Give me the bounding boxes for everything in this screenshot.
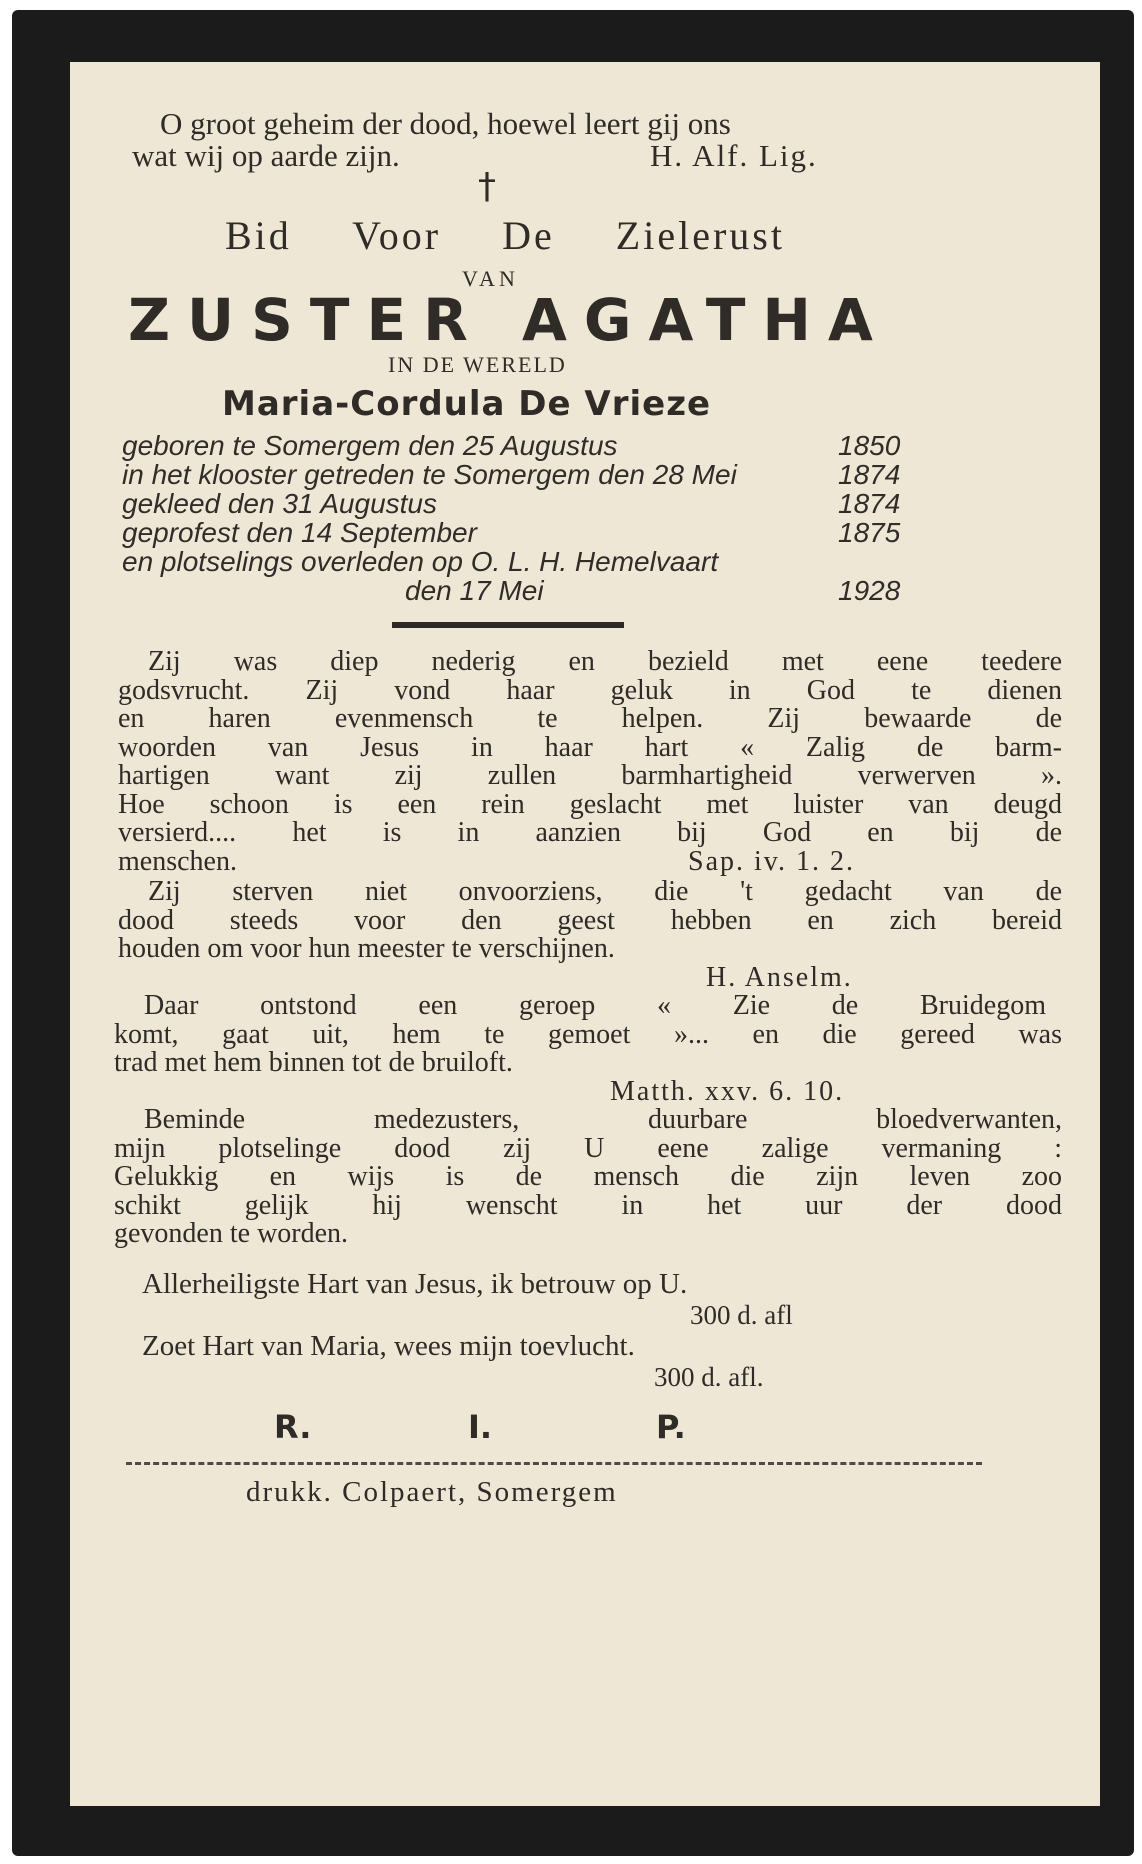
- rip-p: P.: [656, 1408, 686, 1446]
- p3-line: komt, gaat uit, hem te gemoet »... en die gereed was: [114, 1018, 1062, 1050]
- indulgence-1: 300 d. afl: [690, 1300, 793, 1330]
- p1-line: en haren evenmensch te helpen. Zij bewaarde de: [118, 703, 1062, 734]
- p1-line: godsvrucht. Zij vond haar geluk in God te dienen: [118, 674, 1062, 706]
- quote-attribution: H. Alf. Lig.: [650, 138, 818, 173]
- heading-word-2: Voor: [352, 213, 442, 258]
- p4-line: gevonden te worden.: [114, 1218, 349, 1249]
- bio-clothed: gekleed den 31 Augustus: [122, 488, 437, 519]
- memorial-card-border: [12, 10, 1134, 1856]
- p4-line: mijn plotselinge dood zij U eene zalige vermaning :: [114, 1132, 1062, 1164]
- p1-line: Hoe schoon is een rein geslacht met luister van deugd: [118, 788, 1062, 820]
- heading-word-3: De: [502, 213, 555, 258]
- p2-citation: H. Anselm.: [706, 961, 853, 993]
- p3-line: trad met hem binnen tot de bruiloft.: [114, 1047, 513, 1078]
- in-de-wereld: IN DE WERELD: [388, 352, 567, 377]
- paragraph-1: [118, 648, 1062, 876]
- p1-last-line: [118, 845, 1062, 877]
- p4-line: Gelukkig en wijs is de mensch die zijn leven zoo: [114, 1161, 1062, 1192]
- p1-line: woorden van Jesus in haar hart « Zalig de barm-: [118, 731, 1062, 763]
- rip-r: R.: [274, 1408, 312, 1446]
- paragraph-3: [114, 992, 1062, 1106]
- bio-entered-year: 1874: [838, 459, 901, 490]
- prayer-1: Allerheiligste Hart van Jesus, ik betrouw op U.: [142, 1268, 688, 1300]
- p1-line: versierd.... het is in aanzien bij God en bij de: [118, 817, 1062, 848]
- p4-line: Beminde medezusters, duurbare bloedverwanten,: [144, 1104, 1062, 1135]
- cross-icon: †: [478, 166, 496, 207]
- p3-citation: Matth. xxv. 6. 10.: [610, 1075, 845, 1107]
- p4-line: schikt gelijk hij wenscht in het uur der dood: [114, 1189, 1062, 1221]
- bio-death-year: 1928: [838, 575, 901, 606]
- civil-name: Maria-Cordula De Vrieze: [222, 384, 712, 424]
- p2-line: dood steeds voor den geest hebben en zich bereid: [118, 904, 1062, 936]
- bio-birth: geboren te Somergem den 25 Augustus: [122, 430, 618, 461]
- rip-i: I.: [468, 1408, 493, 1446]
- quote-line-1: O groot geheim der dood, hoewel leert gij ons: [160, 106, 731, 141]
- p2-line: Zij sterven niet onvoorziens, die 't gedacht van de: [148, 876, 1062, 907]
- paragraph-4: [114, 1106, 1062, 1249]
- prayer-2: Zoet Hart van Maria, wees mijn toevlucht.: [142, 1330, 635, 1362]
- p1-citation: Sap. iv. 1. 2.: [688, 845, 855, 877]
- quote-line-2: wat wij op aarde zijn.: [132, 138, 400, 173]
- bio-professed-year: 1875: [838, 517, 901, 548]
- dashed-divider: [126, 1462, 982, 1465]
- indulgence-2: 300 d. afl.: [654, 1362, 764, 1392]
- p1-line: Zij was diep nederig en bezield met eene teedere: [148, 646, 1062, 677]
- p1-line: hartigen want zij zullen barmhartigheid verwerven ».: [118, 760, 1062, 791]
- heading-word-1: Bid: [225, 213, 292, 258]
- p3-line: Daar ontstond een geroep « Zie de Bruidegom: [144, 990, 1046, 1021]
- bio-entered-convent: in het klooster getreden te Somergem den 28 Mei: [122, 459, 737, 490]
- heading-bid-voor-de-zielerust: [225, 212, 785, 259]
- divider-rule: [392, 622, 624, 628]
- bio-professed: geprofest den 14 September: [122, 517, 477, 548]
- printer-credit: drukk. Colpaert, Somergem: [246, 1476, 618, 1508]
- bio-died: en plotselings overleden op O. L. H. Hemelvaart: [122, 546, 719, 577]
- memorial-card-paper: [70, 62, 1100, 1806]
- paragraph-2: [118, 878, 1062, 992]
- p1-line: menschen.: [118, 845, 237, 877]
- bio-death-date: den 17 Mei: [405, 575, 544, 606]
- heading-van: VAN: [462, 266, 519, 291]
- sister-name: ZUSTER AGATHA: [128, 286, 890, 354]
- bio-birth-year: 1850: [838, 430, 901, 461]
- heading-word-4: Zielerust: [615, 213, 785, 258]
- bio-clothed-year: 1874: [838, 488, 901, 519]
- p2-line: houden om voor hun meester te verschijnen.: [118, 933, 615, 964]
